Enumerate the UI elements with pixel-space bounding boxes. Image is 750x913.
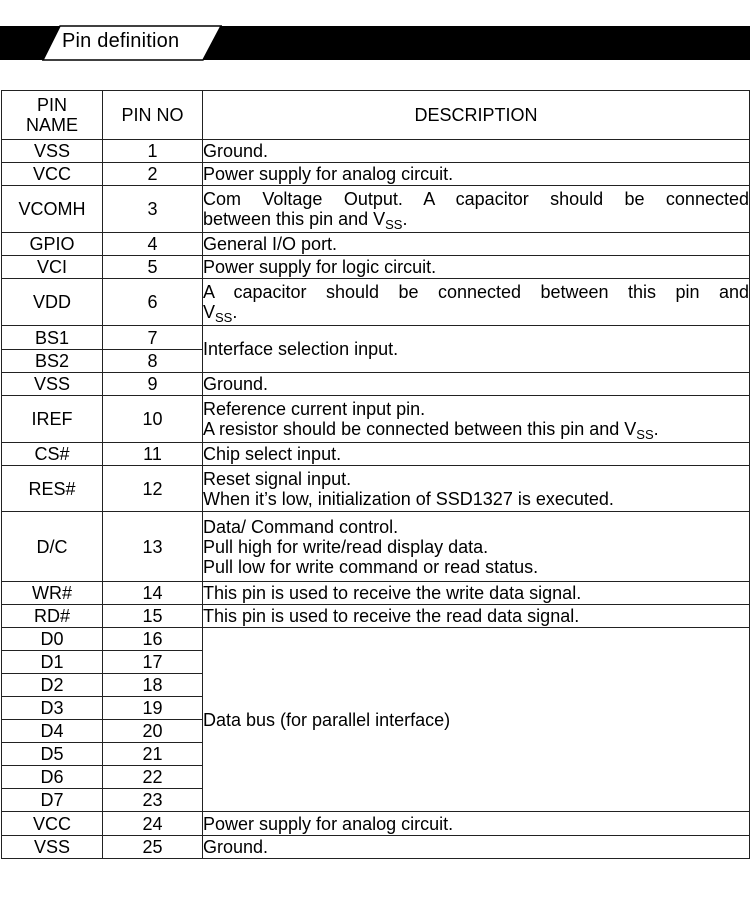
table-row — [2, 186, 750, 233]
pin-number-cell: 12 — [103, 466, 203, 512]
description-text: This pin is used to receive the read data signal. — [203, 606, 580, 626]
description-line — [203, 557, 749, 577]
table-row — [2, 279, 750, 326]
pin-name-cell: VDD — [2, 279, 103, 326]
subscript-ss: SS — [215, 310, 233, 325]
description-line — [203, 282, 749, 302]
pin-description-cell — [203, 605, 750, 628]
description-line — [203, 537, 749, 557]
table-row — [2, 140, 750, 163]
description-line — [203, 469, 749, 489]
table-row — [2, 812, 750, 836]
description-text: Reference current input pin. — [203, 399, 426, 419]
table-row — [2, 466, 750, 512]
pin-name-cell: D4 — [2, 720, 103, 743]
pin-number-cell: 13 — [103, 512, 203, 582]
description-text: Pull low for write command or read status. — [203, 556, 539, 577]
pin-name-cell: D1 — [2, 651, 103, 674]
pin-number-cell: 2 — [103, 163, 203, 186]
subscript-ss: SS — [385, 217, 403, 232]
description-text: V — [203, 302, 216, 322]
pin-number-cell: 10 — [103, 396, 203, 443]
description-text: Pull high for write/read display data. — [203, 536, 489, 557]
description-suffix: . — [653, 419, 659, 439]
pin-name-cell: VSS — [2, 373, 103, 396]
table-header-row — [2, 91, 750, 140]
pin-number-cell: 14 — [103, 582, 203, 605]
pin-name-cell: IREF — [2, 396, 103, 443]
table-row — [2, 582, 750, 605]
pin-name-cell: D2 — [2, 674, 103, 697]
description-line — [203, 189, 749, 209]
pin-name-cell: D/C — [2, 512, 103, 582]
pin-number-cell: 6 — [103, 279, 203, 326]
pin-description-cell — [203, 582, 750, 605]
description-line — [203, 710, 749, 730]
pin-number-cell: 5 — [103, 256, 203, 279]
pin-description-cell — [203, 326, 750, 373]
description-line — [203, 141, 749, 161]
pin-description-cell — [203, 256, 750, 279]
description-text: Power supply for analog circuit. — [203, 813, 454, 834]
pin-number-cell: 3 — [103, 186, 203, 233]
pin-description-cell — [203, 233, 750, 256]
description-text: A capacitor should be connected between this pin and — [203, 282, 749, 302]
pin-description-cell — [203, 836, 750, 859]
description-text: Ground. — [203, 141, 269, 161]
pin-name-cell: VSS — [2, 140, 103, 163]
pin-name-cell: VCI — [2, 256, 103, 279]
description-text: A resistor should be connected between this pin and V — [203, 419, 637, 439]
description-line — [203, 374, 749, 394]
description-text: between this pin and V — [203, 209, 386, 229]
description-line — [203, 517, 749, 537]
pin-description-cell — [203, 140, 750, 163]
pin-number-cell: 4 — [103, 233, 203, 256]
header-pin-no: PIN NO — [103, 91, 203, 140]
pin-name-cell: RD# — [2, 605, 103, 628]
description-line — [203, 606, 749, 626]
subscript-ss: SS — [636, 427, 654, 442]
pin-number-cell: 25 — [103, 836, 203, 859]
description-text: Chip select input. — [203, 444, 342, 464]
pin-number-cell: 7 — [103, 326, 203, 350]
pin-number-cell: 18 — [103, 674, 203, 697]
pin-name-cell: VCC — [2, 163, 103, 186]
description-line — [203, 444, 749, 464]
description-suffix: . — [232, 302, 238, 322]
pin-description-cell — [203, 512, 750, 582]
description-line — [203, 339, 749, 359]
pin-name-cell: BS2 — [2, 350, 103, 373]
table-row — [2, 443, 750, 466]
table-row — [2, 628, 750, 651]
description-line — [203, 164, 749, 184]
pin-name-cell: VCC — [2, 812, 103, 836]
pin-name-cell: RES# — [2, 466, 103, 512]
table-row — [2, 163, 750, 186]
description-text: Power supply for analog circuit. — [203, 164, 454, 184]
description-line — [203, 419, 749, 442]
pin-number-cell: 17 — [103, 651, 203, 674]
pin-description-cell — [203, 443, 750, 466]
header-pin-name — [2, 91, 103, 140]
pin-name-cell: BS1 — [2, 326, 103, 350]
description-text: Data bus (for parallel interface) — [203, 709, 451, 730]
description-suffix: . — [402, 209, 408, 229]
description-line — [203, 583, 749, 603]
description-text: Interface selection input. — [203, 339, 399, 359]
description-text: Reset signal input. — [203, 468, 352, 489]
pin-name-cell: WR# — [2, 582, 103, 605]
pin-name-cell: CS# — [2, 443, 103, 466]
header-pin-name-line2: NAME — [25, 115, 78, 135]
pin-number-cell: 19 — [103, 697, 203, 720]
pin-description-cell — [203, 466, 750, 512]
header-description: DESCRIPTION — [203, 91, 750, 140]
description-line — [203, 234, 749, 254]
pin-name-cell: GPIO — [2, 233, 103, 256]
table-row — [2, 836, 750, 859]
pin-number-cell: 9 — [103, 373, 203, 396]
table-row — [2, 373, 750, 396]
pin-number-cell: 24 — [103, 812, 203, 836]
section-title: Pin definition — [62, 30, 180, 52]
description-line — [203, 399, 749, 419]
description-text: Ground. — [203, 374, 269, 394]
pin-name-cell: D6 — [2, 766, 103, 789]
pin-number-cell: 21 — [103, 743, 203, 766]
description-text: Data/ Command control. — [203, 516, 399, 537]
table-row — [2, 396, 750, 443]
pin-name-cell: VCOMH — [2, 186, 103, 233]
pin-name-cell: VSS — [2, 836, 103, 859]
table-row — [2, 605, 750, 628]
pin-name-cell: D7 — [2, 789, 103, 812]
description-text: Com Voltage Output. A capacitor should be connected — [203, 189, 749, 209]
pin-number-cell: 16 — [103, 628, 203, 651]
description-text: This pin is used to receive the write data signal. — [203, 583, 582, 603]
pin-description-cell — [203, 163, 750, 186]
pin-description-cell — [203, 396, 750, 443]
pin-number-cell: 8 — [103, 350, 203, 373]
pin-name-cell: D5 — [2, 743, 103, 766]
pin-number-cell: 23 — [103, 789, 203, 812]
description-line — [203, 257, 749, 277]
pin-description-cell — [203, 373, 750, 396]
description-line — [203, 489, 749, 509]
table-row — [2, 326, 750, 350]
pin-number-cell: 15 — [103, 605, 203, 628]
description-line — [203, 814, 749, 834]
pin-definition-table — [1, 90, 750, 859]
description-text: When it’s low, initialization of SSD1327 is executed. — [203, 488, 614, 509]
description-line — [203, 302, 749, 325]
pin-number-cell: 11 — [103, 443, 203, 466]
pin-description-cell — [203, 186, 750, 233]
pin-number-cell: 1 — [103, 140, 203, 163]
pin-name-cell: D3 — [2, 697, 103, 720]
pin-name-cell: D0 — [2, 628, 103, 651]
table-row — [2, 512, 750, 582]
description-text: General I/O port. — [203, 234, 338, 254]
table-row — [2, 256, 750, 279]
description-line — [203, 209, 749, 232]
header-pin-name-line1: PIN — [36, 95, 67, 115]
description-text: Power supply for logic circuit. — [203, 257, 437, 277]
pin-description-cell — [203, 279, 750, 326]
description-text: Ground. — [203, 837, 269, 857]
description-line — [203, 837, 749, 857]
table-row — [2, 233, 750, 256]
pin-number-cell: 22 — [103, 766, 203, 789]
pin-number-cell: 20 — [103, 720, 203, 743]
pin-description-cell — [203, 628, 750, 812]
pin-description-cell — [203, 812, 750, 836]
